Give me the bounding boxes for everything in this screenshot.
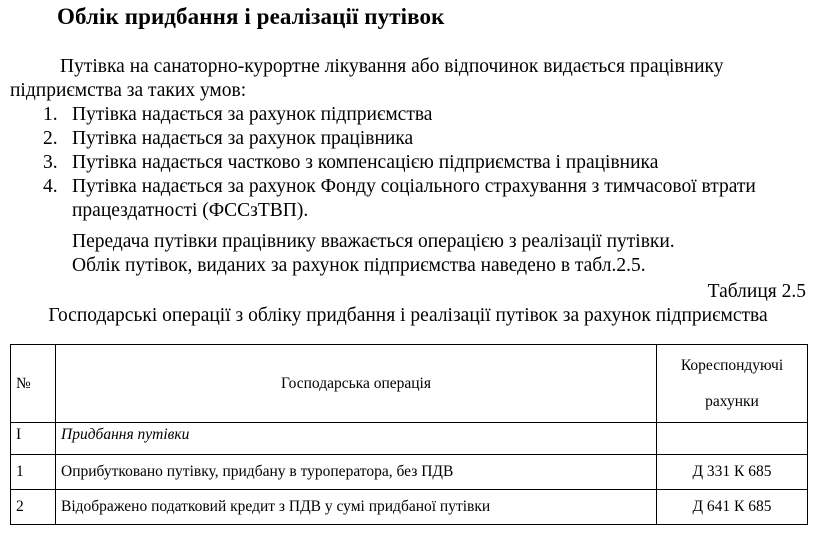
- row-operation: Оприбутковано путівку, придбану в туроператора, без ПДВ: [56, 455, 657, 490]
- note-reference: Облік путівок, виданих за рахунок підприємства наведено в табл.2.5.: [72, 255, 646, 276]
- list-item-text: Путівка надається за рахунок працівника: [72, 128, 414, 149]
- list-item-text: Путівка надається за рахунок Фонду соціального страхування з тимчасової втрати працездатності (ФССзТВП).: [72, 176, 756, 221]
- header-accounts-line2: рахунки: [705, 392, 759, 410]
- list-item: [10, 103, 810, 127]
- page-title: Облік придбання і реалізації путівок: [57, 4, 445, 29]
- row-accounts: Д 331 К 685: [657, 455, 808, 490]
- row-number: 1: [11, 455, 56, 490]
- section-label: Придбання путівки: [56, 423, 657, 455]
- intro-paragraph: [10, 55, 810, 103]
- operations-table: [10, 344, 808, 525]
- list-item-number: 1.: [43, 104, 58, 125]
- note-transfer: Передача путівки працівнику вважається операцією з реалізації путівки.: [72, 231, 675, 252]
- section-number: І: [11, 423, 56, 455]
- table-section-row: [11, 423, 808, 455]
- header-number: №: [11, 345, 56, 423]
- list-item-text: Путівка надається частково з компенсацією підприємства і працівника: [72, 152, 659, 173]
- list-item-number: 4.: [43, 176, 58, 197]
- header-accounts: [657, 345, 808, 423]
- list-item-number: 2.: [43, 128, 58, 149]
- table-header-row: [11, 345, 808, 423]
- list-item: [10, 127, 810, 151]
- list-item: [10, 175, 810, 223]
- section-empty-cell: [657, 423, 808, 455]
- notes: [72, 230, 812, 278]
- table-number: Таблиця 2.5: [707, 281, 806, 302]
- list-item-number: 3.: [43, 152, 58, 173]
- list-item: [10, 151, 810, 175]
- header-accounts-line1: Кореспондуючі: [680, 356, 784, 374]
- row-accounts: Д 641 К 685: [657, 490, 808, 525]
- row-operation: Відображено податковий кредит з ПДВ у сумі придбаної путівки: [56, 490, 657, 525]
- header-operation: Господарська операція: [56, 345, 657, 423]
- intro-text: Путівка на санаторно-курортне лікування або відпочинок видається працівнику підприємства за таких умов:: [10, 56, 724, 101]
- conditions-list: [10, 103, 810, 223]
- row-number: 2: [11, 490, 56, 525]
- table-row: [11, 490, 808, 525]
- list-item-text: Путівка надається за рахунок підприємства: [72, 104, 433, 125]
- table-row: [11, 455, 808, 490]
- table-caption: Господарські операції з обліку придбання і реалізації путівок за рахунок підприємства: [48, 305, 768, 326]
